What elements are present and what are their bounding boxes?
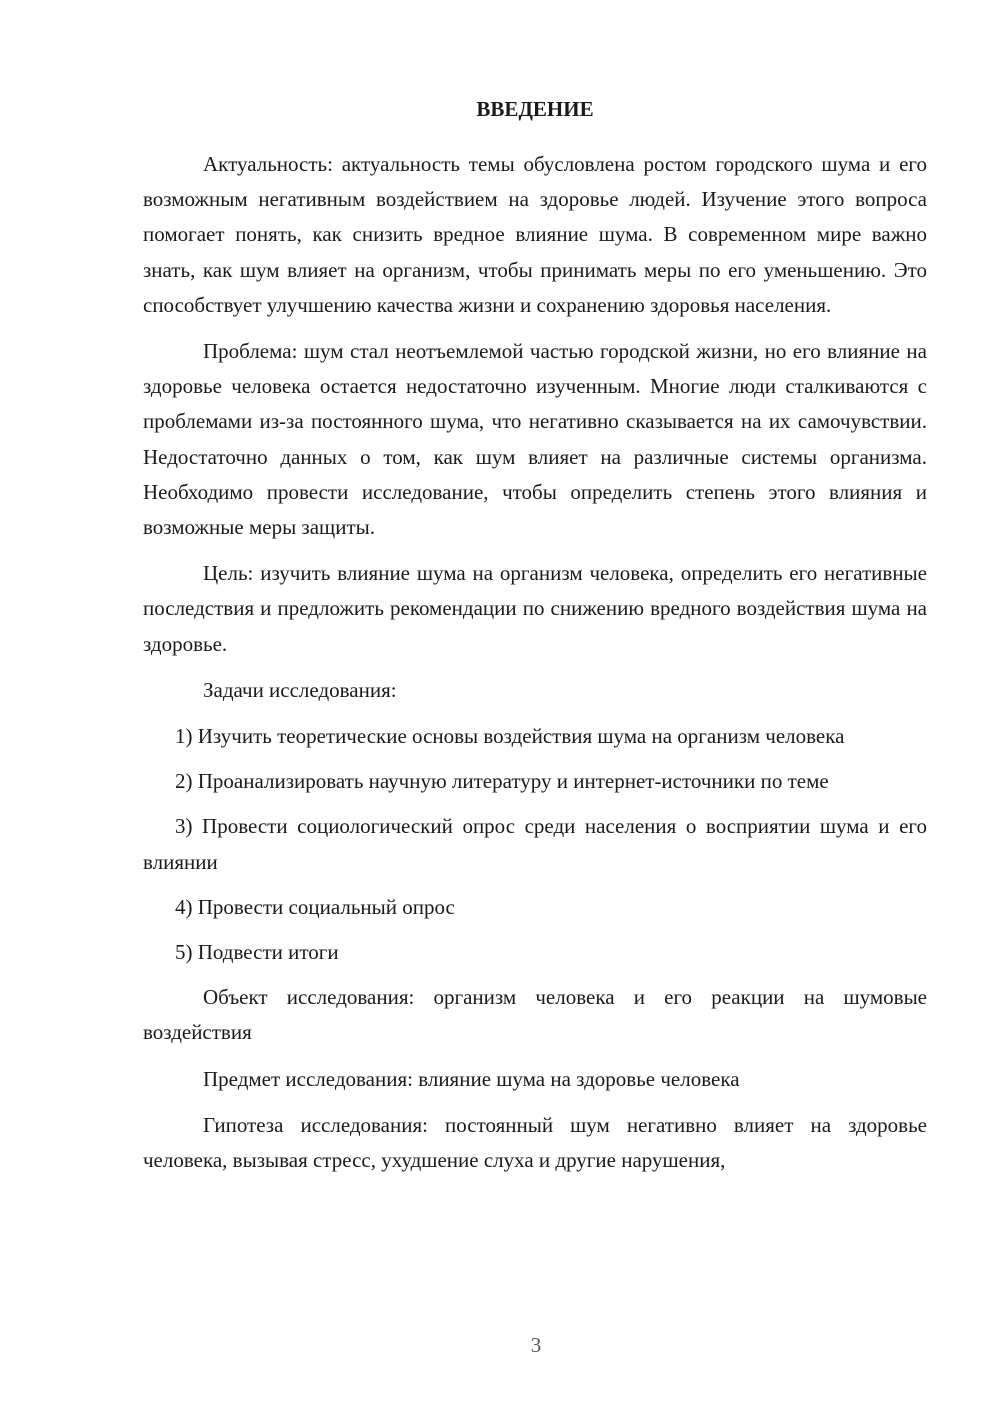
page-number: 3 [530, 1333, 542, 1357]
section-title: ВВЕДЕНИЕ [476, 97, 594, 121]
document-page [143, 92, 927, 1189]
task-item: 4) Провести социальный опрос [175, 894, 455, 919]
task-item: 3) Провести социологический опрос среди населения о восприятии шума и его влиянии [143, 814, 927, 874]
task-item: 2) Проанализировать научную литературу и интернет-источники по теме [175, 769, 829, 794]
problem-paragraph: Проблема: шум стал неотъемлемой частью городской жизни, но его влияние на здоровье человека остается недостаточно изученным. Многие люди сталкиваются с проблемами из-за постоянного шума, что негативно сказывается на их самочувствии. Недостаточно данных о том, как шум влияет на различные системы организма. Необходимо провести исследование, чтобы определить степень этого влияния и возможные меры защиты. [143, 339, 927, 540]
research-object: Объект исследования: организм человека и его реакции на шумовые воздействия [143, 985, 927, 1045]
task-item: 1) Изучить теоретические основы воздействия шума на организм человека [175, 724, 845, 749]
relevance-paragraph: Актуальность: актуальность темы обусловлена ростом городского шума и его возможным негативным воздействием на здоровье людей. Изучение этого вопроса помогает понять, как снизить вредное влияние шума. В современном мире важно знать, как шум влияет на организм, чтобы принимать меры по его уменьшению. Это способствует улучшению качества жизни и сохранению здоровья населения. [143, 152, 927, 317]
research-hypothesis: Гипотеза исследования: постоянный шум негативно влияет на здоровье человека, вызывая стресс, ухудшение слуха и другие нарушения, [143, 1112, 927, 1173]
goal-paragraph: Цель: изучить влияние шума на организм человека, определить его негативные последствия и предложить рекомендации по снижению вредного воздействия шума на здоровье. [143, 561, 927, 656]
tasks-heading: Задачи исследования: [203, 677, 397, 702]
task-item: 5) Подвести итоги [175, 940, 339, 965]
research-subject: Предмет исследования: влияние шума на здоровье человека [203, 1066, 740, 1091]
